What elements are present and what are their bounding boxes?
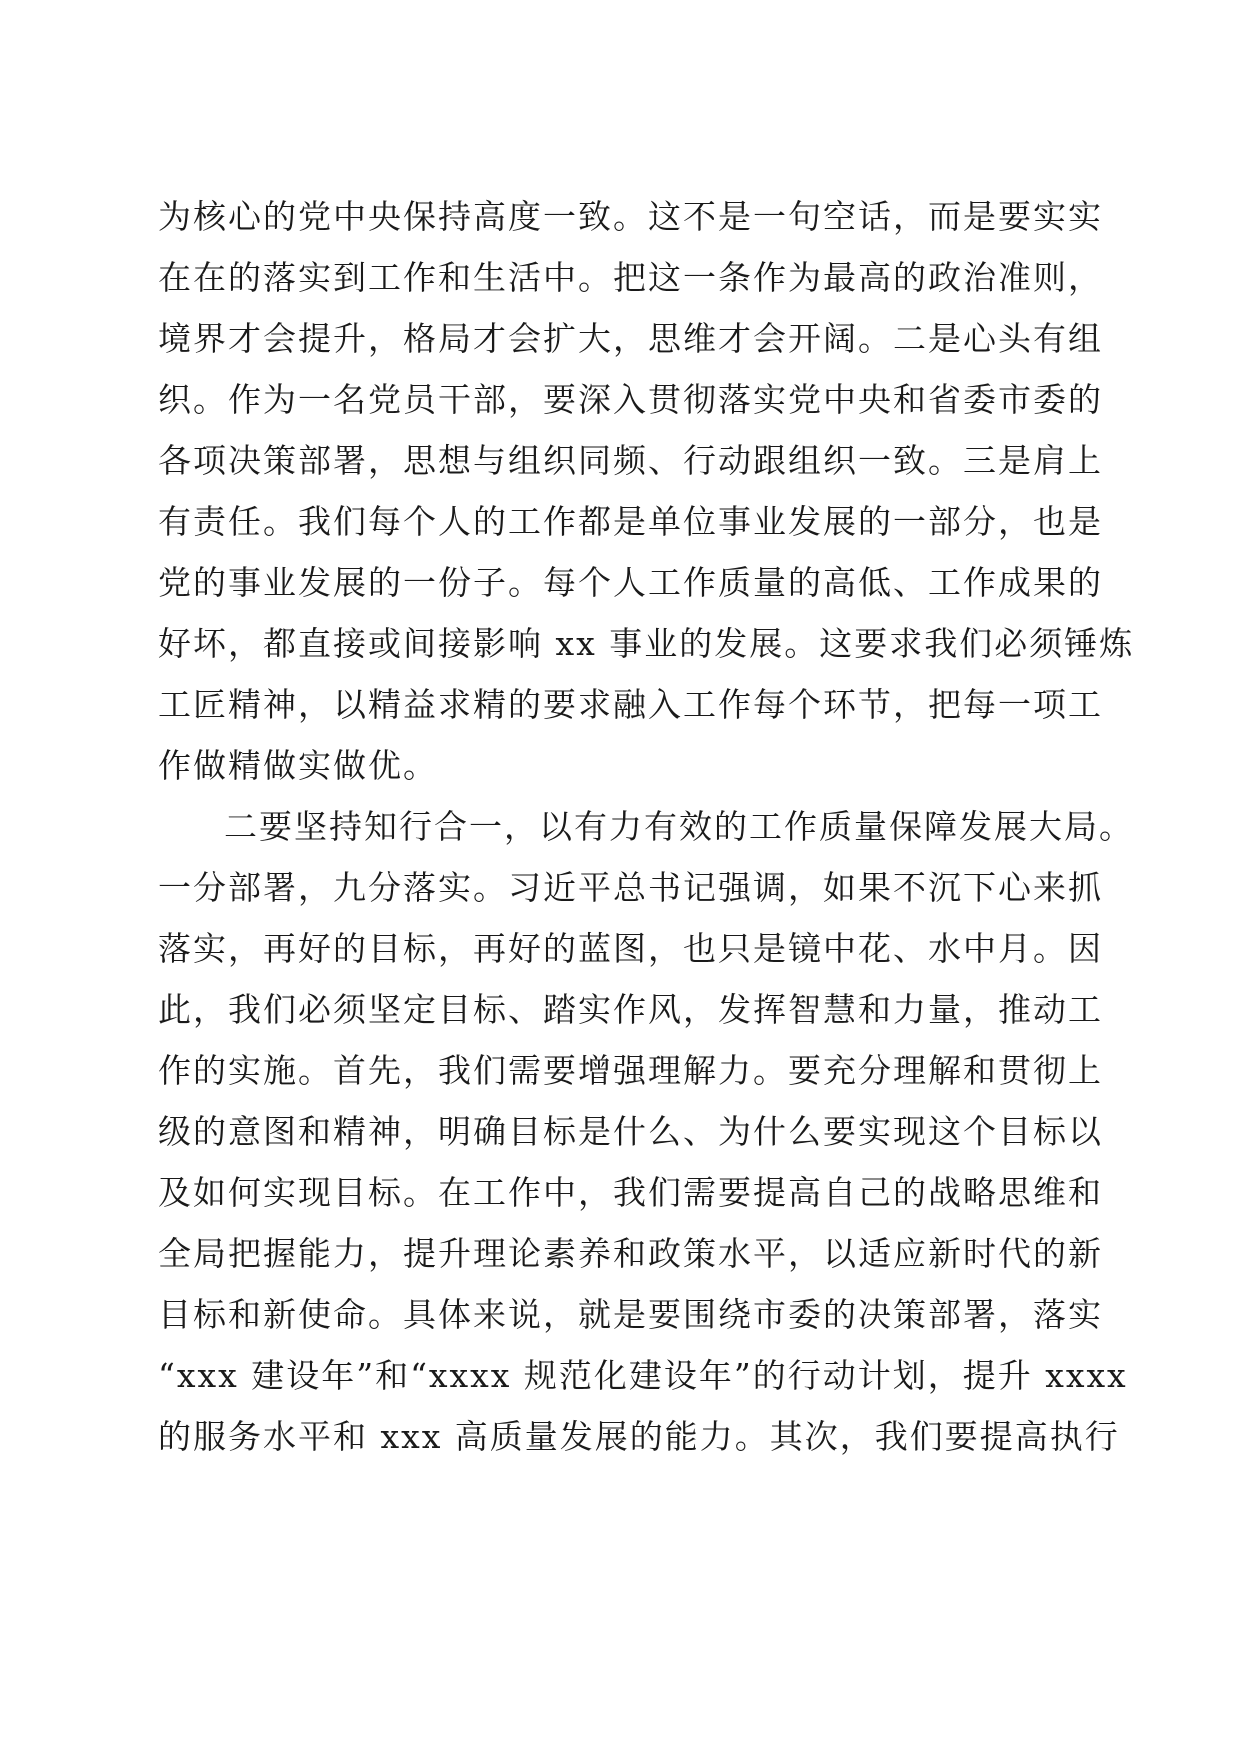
text-line: “xxx 建设年”和“xxxx 规范化建设年”的行动计划，提升 xxxx: [158, 1356, 1128, 1395]
text-line: 各项决策部署，思想与组织同频、行动跟组织一致。三是肩上: [158, 441, 1103, 480]
text-line: 及如何实现目标。在工作中，我们需要提高自己的战略思维和: [158, 1173, 1103, 1212]
body-text: [158, 186, 1135, 1467]
text-line: 为核心的党中央保持高度一致。这不是一句空话，而是要实实: [158, 197, 1103, 236]
text-line: 落实，再好的目标，再好的蓝图，也只是镜中花、水中月。因: [158, 929, 1103, 968]
text-line: 此，我们必须坚定目标、踏实作风，发挥智慧和力量，推动工: [158, 990, 1103, 1029]
text-line: 作做精做实做优。: [158, 746, 438, 785]
paragraph-heading-line: 二要坚持知行合一，以有力有效的工作质量保障发展大局。: [224, 807, 1134, 846]
text-line: 境界才会提升，格局才会扩大，思维才会开阔。二是心头有组: [158, 319, 1103, 358]
text-line: 级的意图和精神，明确目标是什么、为什么要实现这个目标以: [158, 1112, 1103, 1151]
text-line: 一分部署，九分落实。习近平总书记强调，如果不沉下心来抓: [158, 868, 1103, 907]
text-line: 织。作为一名党员干部，要深入贯彻落实党中央和省委市委的: [158, 380, 1103, 419]
text-line: 在在的落实到工作和生活中。把这一条作为最高的政治准则，: [158, 258, 1103, 297]
text-line: 好坏，都直接或间接影响 xx 事业的发展。这要求我们必须锤炼: [158, 624, 1135, 663]
text-line: 有责任。我们每个人的工作都是单位事业发展的一部分，也是: [158, 502, 1103, 541]
text-line: 党的事业发展的一份子。每个人工作质量的高低、工作成果的: [158, 563, 1103, 602]
text-line: 全局把握能力，提升理论素养和政策水平，以适应新时代的新: [158, 1234, 1103, 1273]
text-line: 作的实施。首先，我们需要增强理解力。要充分理解和贯彻上: [158, 1051, 1103, 1090]
text-line: 工匠精神，以精益求精的要求融入工作每个环节，把每一项工: [158, 685, 1103, 724]
text-line: 目标和新使命。具体来说，就是要围绕市委的决策部署，落实: [158, 1295, 1103, 1334]
text-line: 的服务水平和 xxx 高质量发展的能力。其次，我们要提高执行: [158, 1417, 1120, 1456]
